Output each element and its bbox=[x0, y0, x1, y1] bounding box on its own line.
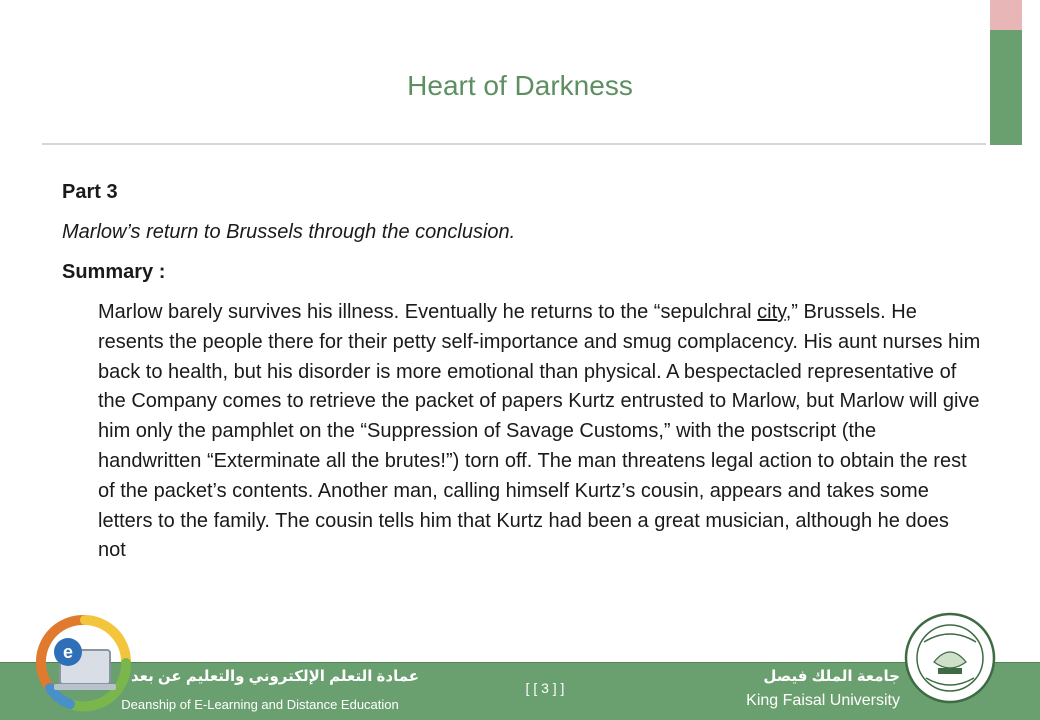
part-subtitle: Marlow’s return to Brussels through the conclusion. bbox=[62, 221, 516, 243]
deanship-arabic-name: عمادة التعلم الإلكتروني والتعليم عن بعد bbox=[130, 668, 420, 685]
summary-paragraph bbox=[98, 298, 982, 566]
slide-title: Heart of Darkness bbox=[407, 70, 633, 101]
slide-content bbox=[62, 178, 982, 566]
title-divider bbox=[42, 143, 986, 145]
e-learning-logo-icon bbox=[30, 608, 140, 718]
summary-label: Summary : bbox=[62, 261, 166, 283]
university-seal-icon bbox=[904, 612, 996, 704]
svg-text:e: e bbox=[62, 642, 74, 662]
footer-divider bbox=[0, 662, 1040, 663]
deanship-english-name: Deanship of E-Learning and Distance Education bbox=[121, 697, 399, 712]
university-arabic-name: جامعة الملك فيصل bbox=[763, 668, 900, 685]
summary-text-2: ,” Brussels. He resents the people there for their petty self-importance and smug complacency. His aunt nurses him back to health, but his disorder is more emotional than physical. A bespectacled representative of the Company comes to retrieve the packet of papers Kurtz entrusted to Marlow, but Marlow will give him only the pamphlet on the “Suppression of Savage Customs,” with the postscript (the handwritten “Exterminate all the brutes!”) torn off. The man threatens legal action to obtain the rest of the packet’s contents. Another man, calling himself Kurtz’s cousin, appears and takes some letters to the family. The cousin tells him that Kurtz had been a great musician, although he does not bbox=[98, 301, 981, 562]
part-label: Part 3 bbox=[62, 181, 118, 203]
summary-text-1: Marlow barely survives his illness. Eventually he returns to the “sepulchral bbox=[98, 301, 758, 323]
page-number: [ [ 3 ] ] bbox=[525, 680, 565, 696]
university-english-name: King Faisal University bbox=[746, 692, 900, 709]
accent-block-pink bbox=[990, 0, 1022, 30]
summary-text-underlined: city bbox=[757, 301, 786, 323]
